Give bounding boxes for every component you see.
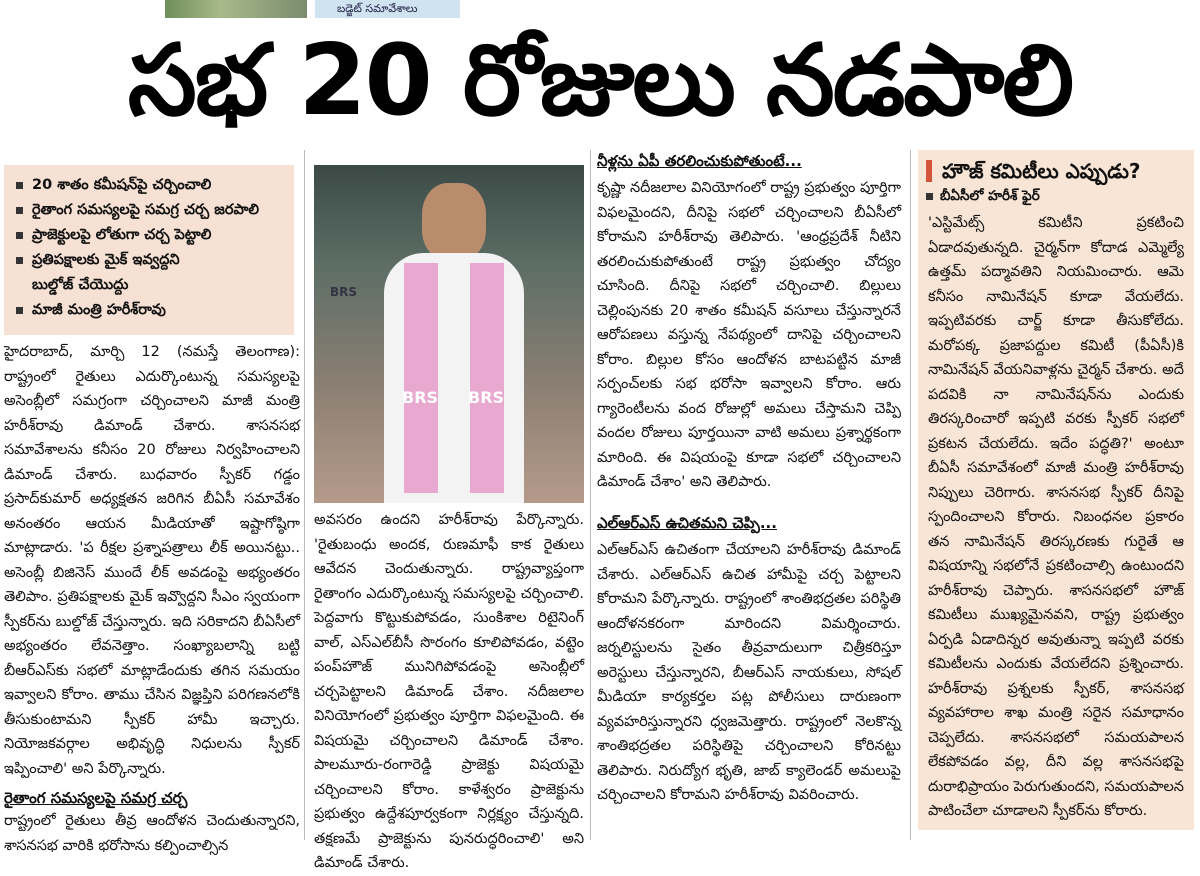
sidebar-title-text: హౌజ్ కమిటీలు ఎప్పుడు? [942,159,1141,183]
photo-badge-left: BRS [402,388,439,407]
article-paragraph: హైదరాబాద్, మార్చి 12 (నమస్తే తెలంగాణ): రాష్ట్రంలో రైతులు ఎదుర్కొంటున్న సమస్యలపై అసెంబ్లీలో సమగ్రంగా చర్చించాలని మాజీ మంత్రి హరీశ్‌రావు డిమాండ్ చేశారు. శాసనసభ సమావేశాలను కనీసం 20 రోజులు నిర్వహించాలని డిమాండ్ చేశారు. బుధవారం స్పీకర్ గడ్డం ప్రసాద్‌కుమార్ అధ్యక్షతన జరిగిన బీఏసీ సమావేశం అనంతరం ఆయన మీడియాతో ఇష్టాగోష్ఠిగా మాట్లాడారు. 'ప రీక్షల ప్రశ్నాపత్రాలు లీక్ అయినట్టు.. అసెంబ్లీ బిజినెస్ ముందే లీక్ అవడంపై అభ్యంతరం తెలిపాం. ప్రతిపక్షాలకు మైక్ ఇవ్వొద్దని సీఎం స్వయంగా స్పీకర్‌ను బుల్డోజ్ చేస్తున్నారు. ఇది సరికాదని బీఏసీలో అభ్యంతరం లేవనెత్తాం. సంఖ్యాబలాన్ని బట్టి బీఆర్‌ఎస్‌కు సభలో మాట్లాడేందుకు తగిన సమయం ఇవ్వాలని కోరాం. తాము చేసిన విజ్ఞప్తిని పరిగణనలోకి తీసుకుంటామని స్పీకర్ హామీ ఇచ్చారు. నియోజకవర్గాల అభివృద్ధి నిధులను స్పీకర్ ఇప్పించాలి' అని పేర్కొన్నారు. [4,344,300,777]
highlight-item [16,223,288,248]
column-divider [910,150,911,840]
photo-badge-bg: BRS [330,285,358,299]
highlight-item [16,298,288,323]
highlight-item [16,248,288,273]
column-divider [590,150,591,840]
article-paragraph: ఎల్‌ఆర్‌ఎస్ ఉచితంగా చేయాలని హరీశ్‌రావు డిమాండ్ చేశారు. ఎల్‌ఆర్‌ఎస్ ఉచిత హామీపై చర్చ పెట్టాలని కోరామని పేర్కొన్నారు. రాష్ట్రంలో శాంతిభద్రతల పరిస్థితి ఆందోళనకరంగా మారిందని విమర్శించారు. జర్నలిస్టులను సైతం తీవ్రవాదులుగా చిత్రీకరిస్తూ అరెస్టులు చేస్తున్నారని, బీఆర్‌ఎస్ నాయకులు, సోషల్ మీడియా కార్యకర్తల పట్ల పోలీసులు దారుణంగా వ్యవహరిస్తున్నారని ధ్వజమెత్తారు. రాష్ట్రంలో నెలకొన్న శాంతిభద్రతల పరిస్థితిపై చర్చించాలని కోరినట్టు తెలిపారు. నిరుద్యోగ భృతి, జాబ్ క్యాలెండర్ అమలుపై చర్చించాలని కోరామని హరీశ్‌రావు వివరించారు. [597,542,901,803]
highlight-text: 20 శాతం కమీషన్‌పై చర్చించాలి [32,177,212,193]
article-column-1 [4,340,300,858]
highlight-text: ప్రాజెక్టులపై లోతుగా చర్చ పెట్టాలి [32,227,212,243]
photo-badge-right: BRS [468,388,505,407]
article-column-3-lower [597,512,901,808]
photo-head [422,183,486,261]
sidebar-tagline [924,188,1194,207]
article-column-2 [314,508,584,876]
sidebar-paragraph: 'ఎస్టిమేట్స్ కమిటీని ప్రకటించి ఏడాదవుతున్నది. చైర్మన్‌గా కోదాడ ఎమ్మెల్యే ఉత్తమ్ పద్మావతిని నియమించారు. ఆమె కనీసం నామినేషన్ కూడా వేయలేదు. ఇప్పటివరకు చార్జ్ కూడా తీసుకోలేదు. మరోపక్క ప్రజాపద్దుల కమిటీ (పీఏసీ)కి నామినేషన్ వేయనివాళ్లను చైర్మన్ చేశారు. అదే పదవికి నా నామినేషన్‌ను ఎందుకు తిరస్కరించారో ఇప్పటి వరకు స్పీకర్ సభలో ప్రకటన చేయలేదు. ఇదేం పద్ధతి?' అంటూ బీఏసీ సమావేశంలో మాజీ మంత్రి హరీశ్‌రావు నిప్పులు చెరిగారు. శాసనసభ స్పీకర్ దీనిపై స్పందించాలని కోరారు. నిబంధనల ప్రకారం తన నామినేషన్ తిరస్కరణకు గురైతే ఆ విషయాన్ని సభలోనే ప్రకటించాల్సి ఉంటుందని హరీశ్‌రావు చెప్పారు. శాసనసభలో హౌజ్ కమిటీలు ముఖ్యమైనవని, రాష్ట్ర ప్రభుత్వం ఏర్పడి ఏడాదిన్నర అవుతున్నా ఇప్పటి వరకు కమిటీలను ఎందుకు వేయలేదని ప్రశ్నించారు. హరీశ్‌రావు ప్రశ్నలకు స్పీకర్, శాసనసభ వ్యవహారాల శాఖ మంత్రి సరైన సమాధానం చెప్పలేదు. శాసనసభలో సమయపాలన లేకపోవడం వల్ల, దీని వల్ల శాసనసభపై దురాభిప్రాయం పెరుగుతుందని, సమయపాలన పాటించేలా చూడాలని స్పీకర్‌ను కోరారు. [928,215,1184,819]
sidebar-story [918,150,1194,830]
highlight-text: బుల్డోజ్ చేయొద్దు [32,277,129,293]
bullet-icon [926,193,933,200]
headline: సభ 20 రోజులు నడపాలి [127,24,1073,138]
highlight-text: రైతాంగ సమస్యలపై సమగ్ర చర్చ జరపాలి [32,202,260,218]
sidebar-title [924,156,1194,186]
photo-person [384,183,524,503]
article-paragraph: రాష్ట్రంలో రైతులు తీవ్ర ఆందోళన చెందుతున్నారని, శాసనసభ వారికి భరోసాను కల్పించాల్సిన [4,813,300,854]
highlight-item [16,173,288,198]
bullet-icon [16,207,23,214]
column-divider [304,150,305,840]
subheading: ఎల్‌ఆర్‌ఎస్ ఉచితమని చెప్పి... [597,514,777,532]
photo-scarf-left [404,263,438,493]
highlight-text: మాజీ మంత్రి హరీశ్‌రావు [32,302,166,318]
bullet-icon [16,257,23,264]
highlight-item-continued [16,273,288,298]
article-column-3 [597,150,901,495]
highlight-text: ప్రతిపక్షాలకు మైక్ ఇవ్వద్దని [32,252,180,268]
bullet-icon [16,307,23,314]
subheading: నీళ్లను ఏపీ తరలించుకుపోతుంటే... [597,152,802,170]
article-paragraph: అవసరం ఉందని హరీశ్‌రావు పేర్కొన్నారు. 'రైతుబంధు అందక, రుణమాఫీ కాక రైతులు ఆవేదన చెందుతున్నారు. రాష్ట్రవ్యాప్తంగా రైతాంగం ఎదుర్కొంటున్న సమస్యలపై చర్చించాలి. పెద్దవాగు కొట్టుకుపోవడం, సుంకిశాల రిటైనింగ్ వాల్, ఎస్‌ఎల్‌బీసీ సొరంగం కూలిపోవడం, వట్టెం పంప్‌హౌజ్ మునిగిపోవడంపై అసెంబ్లీలో చర్చపెట్టాలని డిమాండ్ చేశాం. నదీజలాల వినియోగంలో ప్రభుత్వం పూర్తిగా విఫలమైంది. ఈ విషయమై చర్చించాలని డిమాండ్ చేశాం. పాలమూరు-రంగారెడ్డి ప్రాజెక్టు విషయమై చర్చించాలని కోరాం. కాళేశ్వరం ప్రాజెక్టును ప్రభుత్వం ఉద్దేశపూర్వకంగా నిర్లక్ష్యం చేస్తున్నది. తక్షణమే ప్రాజెక్టును పునరుద్ధరించాలి' అని డిమాండ్ చేశారు. [314,512,584,871]
sidebar-tagline-text: బీఏసీలో హరీశ్ ఫైర్ [940,188,1040,204]
kicker-text: బడ్జెట్ సమావేశాలు [315,0,460,18]
news-photo [314,165,584,503]
article-paragraph: కృష్ణా నదీజలాల వినియోగంలో రాష్ట్ర ప్రభుత్వం పూర్తిగా విఫలమైందని, దీనిపై సభలో చర్చించాలని బీఏసీలో కోరామని హరీశ్‌రావు తెలిపారు. 'ఆంధ్రప్రదేశ్ నీటిని తరలించుకుపోతుంటే రాష్ట్ర ప్రభుత్వం చోద్యం చూసింది. దీనిపై సభలో చర్చించాలి. బిల్లులు చెల్లింపునకు 20 శాతం కమీషన్ వసూలు చేస్తున్నారనే ఆరోపణలు వస్తున్న నేపథ్యంలో దానిపై చర్చించాలని కోరాం. బిల్లుల కోసం ఆందోళన బాటపట్టిన మాజీ సర్పంచ్‌లకు సభ భరోసా ఇవ్వాలని కోరాం. ఆరు గ్యారెంటీలను వంద రోజుల్లో అమలు చేస్తామని చెప్పి వందల రోజులు పూర్తయినా వాటి అమలు ప్రశ్నార్థకంగా మారింది. ఈ విషయంపై కూడా సభలో చర్చించాలని డిమాండ్ చేశాం' అని తెలిపారు. [597,180,901,490]
photo-scarf-right [470,263,504,493]
title-marker-icon [926,160,932,182]
bullet-icon [16,232,23,239]
kicker-thumbnail [165,0,307,18]
subheading: రైతాంగ సమస్యలపై సమగ్ర చర్చ [4,789,188,807]
kicker [165,0,460,20]
highlight-item [16,198,288,223]
bullet-icon [16,182,23,189]
highlights-box [4,165,294,335]
